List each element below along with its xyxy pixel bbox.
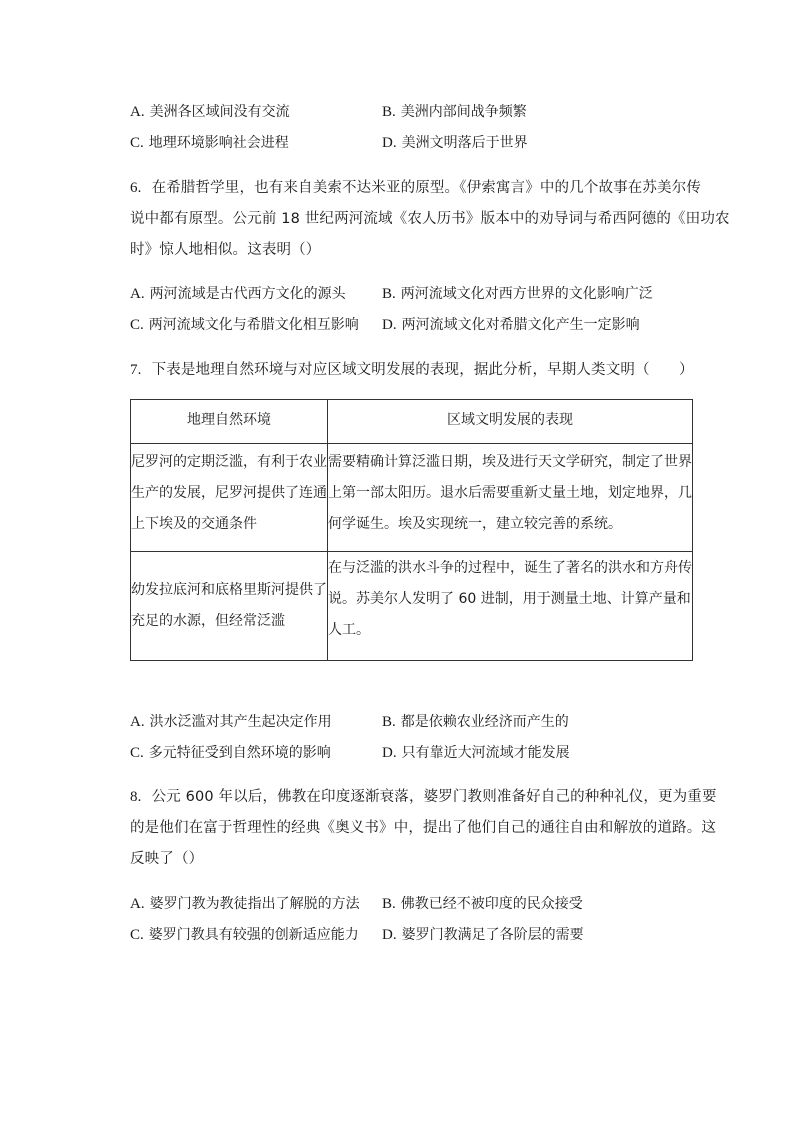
table-cell-line: 幼发拉底河和底格里斯河提供了 [131, 582, 327, 598]
table-header-row [131, 400, 693, 444]
q5-options-row-1 [130, 101, 690, 123]
q8-stem [130, 782, 717, 875]
table-cell-line: 说。苏美尔人发明了 60 进制，用于测量土地、计算产量和 [328, 591, 691, 607]
q5-option-d[interactable]: D. 美洲文明落后于世界 [382, 135, 528, 151]
table-cell-line: 生产的发展，尼罗河提供了连通 [131, 485, 327, 501]
q7-stem [130, 355, 692, 386]
table-cell-line: 上下埃及的交通条件 [131, 516, 257, 532]
table-header-env: 地理自然环境 [131, 400, 328, 444]
q6-stem [130, 173, 730, 266]
q5-options-row-2 [130, 132, 690, 154]
q5-option-a[interactable]: A. 美洲各区域间没有交流 [130, 104, 290, 120]
q6-line-3: 时》惊人地相似。这表明（） [130, 242, 321, 258]
q7-table [130, 399, 693, 661]
table-cell-dev [328, 552, 693, 661]
q8-line-3: 反映了（） [130, 851, 204, 867]
q7-option-d[interactable]: D. 只有靠近大河流域才能发展 [382, 745, 570, 761]
q8-line-1: 8. 公元 600 年以后，佛教在印度逐渐衰落，婆罗门教则准备好自己的种种礼仪，更为重要 [130, 789, 717, 805]
q8-options-row-2 [130, 924, 690, 946]
q6-option-a[interactable]: A. 两河流域是古代西方文化的源头 [130, 286, 346, 302]
q7-line-1: 7. 下表是地理自然环境与对应区域文明发展的表现，据此分析，早期人类文明（ ） [130, 362, 694, 378]
table-cell-line: 需要精确计算泛滥日期，埃及进行天文学研究，制定了世界 [328, 454, 692, 470]
q8-options-row-1 [130, 893, 690, 915]
table-cell-line: 尼罗河的定期泛滥，有利于农业 [131, 454, 327, 470]
q6-options-row-2 [130, 314, 690, 336]
q8-option-a[interactable]: A. 婆罗门教为教徒指出了解脱的方法 [130, 896, 360, 912]
table-cell-line: 人工。 [328, 622, 370, 638]
q6-line-2: 说中都有原型。公元前 18 世纪两河流域《农人历书》版本中的劝导词与希西阿德的《田功农 [130, 211, 730, 227]
q6-option-c[interactable]: C. 两河流域文化与希腊文化相互影响 [130, 317, 359, 333]
table-cell-env [131, 444, 328, 552]
q8-option-d[interactable]: D. 婆罗门教满足了各阶层的需要 [382, 927, 584, 943]
table-cell-line: 上第一部太阳历。退水后需要重新丈量土地，划定地界，几 [328, 485, 692, 501]
q5-option-b[interactable]: B. 美洲内部间战争频繁 [382, 104, 527, 120]
q7-option-a[interactable]: A. 洪水泛滥对其产生起决定作用 [130, 714, 332, 730]
table-header-dev: 区域文明发展的表现 [328, 400, 693, 444]
q6-options-row-1 [130, 283, 690, 305]
q8-option-c[interactable]: C. 婆罗门教具有较强的创新适应能力 [130, 927, 359, 943]
q7-options-row-2 [130, 742, 690, 764]
table-cell-line: 充足的水源，但经常泛滥 [131, 613, 285, 629]
q7-option-c[interactable]: C. 多元特征受到自然环境的影响 [130, 745, 331, 761]
q8-option-b[interactable]: B. 佛教已经不被印度的民众接受 [382, 896, 583, 912]
table-row [131, 552, 693, 661]
q7-option-b[interactable]: B. 都是依赖农业经济而产生的 [382, 714, 569, 730]
q8-line-2: 的是他们在富于哲理性的经典《奥义书》中，提出了他们自己的通往自由和解放的道路。这 [130, 820, 716, 836]
q6-option-b[interactable]: B. 两河流域文化对西方世界的文化影响广泛 [382, 286, 653, 302]
table-cell-env [131, 552, 328, 661]
table-cell-line: 在与泛滥的洪水斗争的过程中，诞生了著名的洪水和方舟传 [328, 560, 692, 576]
q6-line-1: 6. 在希腊哲学里，也有来自美索不达米亚的原型。《伊索寓言》中的几个故事在苏美尔传 [130, 180, 702, 196]
table-row [131, 444, 693, 552]
q6-option-d[interactable]: D. 两河流域文化对希腊文化产生一定影响 [382, 317, 640, 333]
table-cell-line: 何学诞生。埃及实现统一，建立较完善的系统。 [328, 516, 622, 532]
q7-options-row-1 [130, 711, 690, 733]
q5-option-c[interactable]: C. 地理环境影响社会进程 [130, 135, 289, 151]
table-cell-dev [328, 444, 693, 552]
